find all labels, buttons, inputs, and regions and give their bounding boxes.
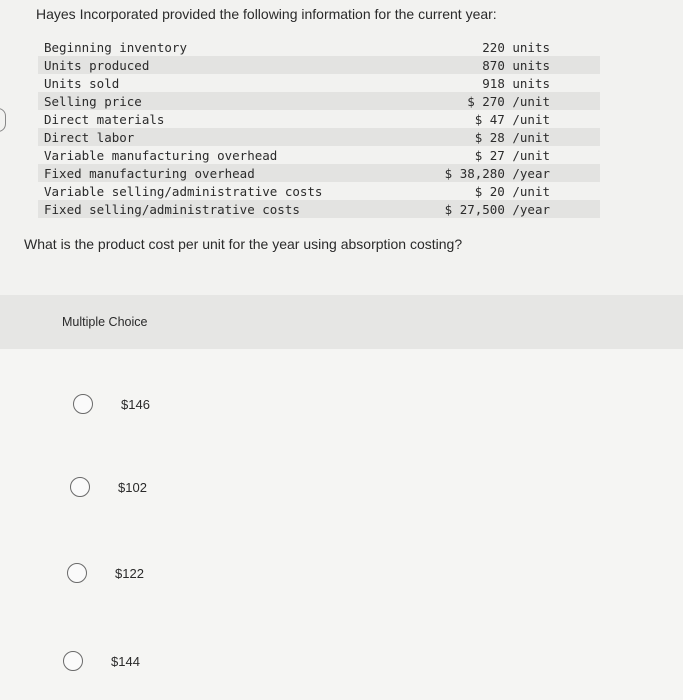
choice-option-a[interactable] — [73, 394, 150, 414]
row-label: Direct materials — [44, 111, 165, 127]
table-row — [38, 182, 600, 200]
row-label: Selling price — [44, 93, 142, 109]
radio-button[interactable] — [63, 651, 83, 671]
row-label: Fixed selling/administrative costs — [44, 201, 300, 217]
row-label: Fixed manufacturing overhead — [44, 165, 255, 181]
choice-label: $102 — [118, 479, 147, 495]
row-label: Units sold — [44, 75, 120, 91]
multiple-choice-header — [0, 295, 683, 349]
row-label: Beginning inventory — [44, 39, 187, 55]
row-value: 220 units — [482, 39, 550, 55]
choice-label: $146 — [121, 396, 150, 412]
table-row — [38, 92, 600, 110]
row-label: Variable selling/administrative costs — [44, 183, 323, 199]
intro-text: Hayes Incorporated provided the following information for the current year: — [36, 6, 497, 22]
table-row — [38, 164, 600, 182]
row-value: $ 28 /unit — [474, 129, 550, 145]
row-value: 870 units — [482, 57, 550, 73]
radio-button[interactable] — [67, 563, 87, 583]
table-row — [38, 128, 600, 146]
choice-option-d[interactable] — [63, 651, 140, 671]
row-label: Direct labor — [44, 129, 135, 145]
choice-option-b[interactable] — [70, 477, 147, 497]
table-row — [38, 56, 600, 74]
row-value: $ 47 /unit — [474, 111, 550, 127]
info-table — [38, 38, 600, 218]
left-edge-notch — [0, 108, 6, 132]
row-value: 918 units — [482, 75, 550, 91]
choice-option-c[interactable] — [67, 563, 144, 583]
multiple-choice-title: Multiple Choice — [62, 315, 148, 329]
table-row — [38, 146, 600, 164]
row-value: $ 27 /unit — [474, 147, 550, 163]
table-row — [38, 74, 600, 92]
radio-button[interactable] — [70, 477, 90, 497]
multiple-choice-panel — [0, 295, 683, 700]
table-row — [38, 38, 600, 56]
row-value: $ 20 /unit — [474, 183, 550, 199]
table-row — [38, 200, 600, 218]
radio-button[interactable] — [73, 394, 93, 414]
choice-label: $122 — [115, 565, 144, 581]
table-row — [38, 110, 600, 128]
question-text: What is the product cost per unit for the year using absorption costing? — [24, 236, 463, 252]
row-label: Variable manufacturing overhead — [44, 147, 278, 163]
row-value: $ 38,280 /year — [444, 165, 550, 181]
choice-label: $144 — [111, 653, 140, 669]
row-label: Units produced — [44, 57, 150, 73]
row-value: $ 27,500 /year — [444, 201, 550, 217]
row-value: $ 270 /unit — [467, 93, 550, 109]
